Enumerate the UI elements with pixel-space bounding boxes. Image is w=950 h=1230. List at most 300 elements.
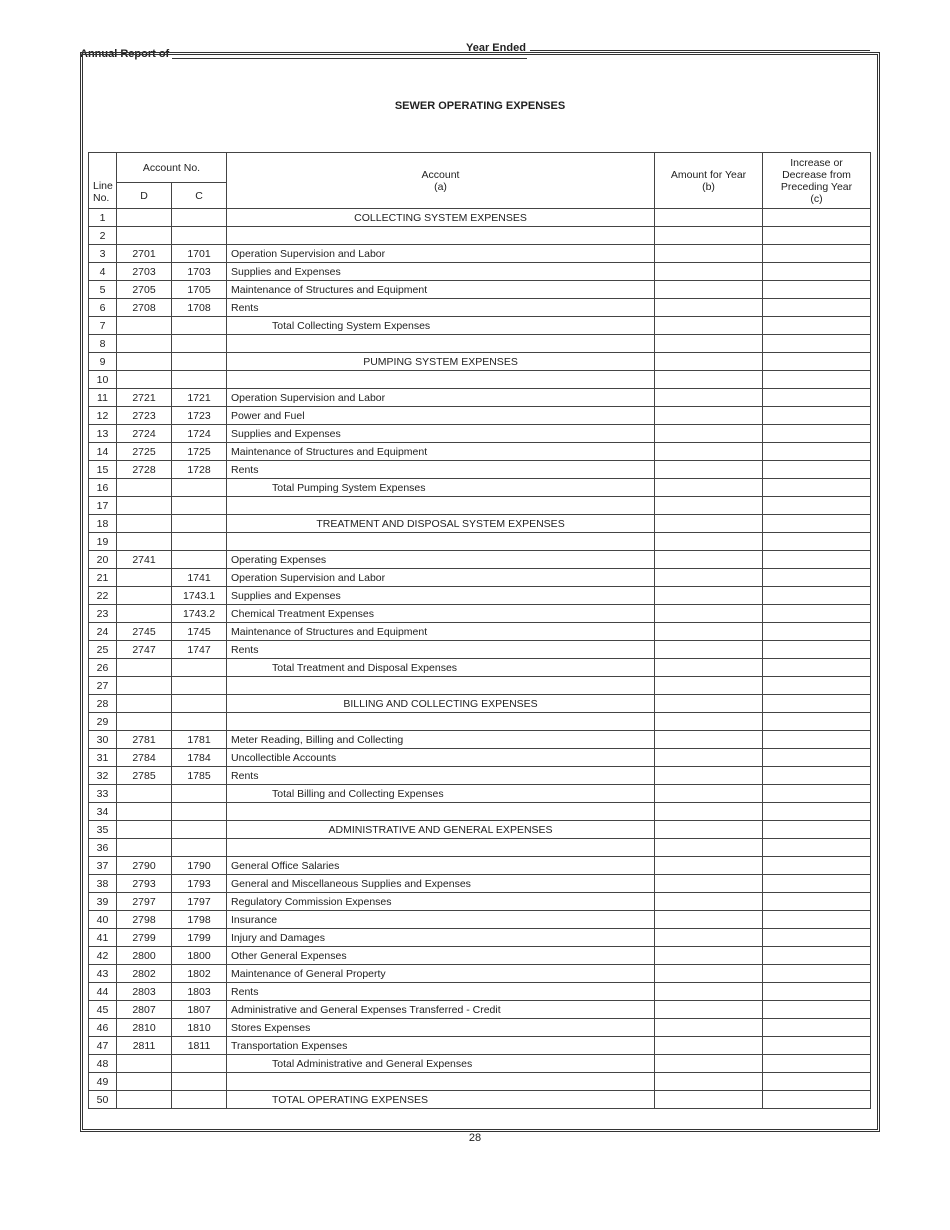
change-cell[interactable] <box>763 785 871 803</box>
account-c <box>172 821 227 839</box>
amount-cell[interactable] <box>655 1073 763 1091</box>
amount-cell[interactable] <box>655 443 763 461</box>
change-cell[interactable] <box>763 587 871 605</box>
account-name: PUMPING SYSTEM EXPENSES <box>227 353 655 371</box>
change-cell[interactable] <box>763 263 871 281</box>
change-cell[interactable] <box>763 983 871 1001</box>
account-c <box>172 1073 227 1091</box>
account-d <box>117 785 172 803</box>
line-number: 15 <box>89 461 117 479</box>
account-name: Total Administrative and General Expenses <box>227 1055 655 1073</box>
line-number: 35 <box>89 821 117 839</box>
account-name: Operating Expenses <box>227 551 655 569</box>
change-cell[interactable] <box>763 677 871 695</box>
account-c <box>172 515 227 533</box>
account-c: 1723 <box>172 407 227 425</box>
line-number: 48 <box>89 1055 117 1073</box>
account-name: Administrative and General Expenses Transferred - Credit <box>227 1001 655 1019</box>
table-row <box>89 515 871 533</box>
change-cell[interactable] <box>763 353 871 371</box>
account-d: 2810 <box>117 1019 172 1037</box>
account-d: 2784 <box>117 749 172 767</box>
line-number: 16 <box>89 479 117 497</box>
change-cell[interactable] <box>763 641 871 659</box>
change-cell[interactable] <box>763 569 871 587</box>
table-row <box>89 461 871 479</box>
amount-cell[interactable] <box>655 875 763 893</box>
line-number: 42 <box>89 947 117 965</box>
change-cell[interactable] <box>763 1001 871 1019</box>
account-c: 1743.1 <box>172 587 227 605</box>
expenses-table <box>88 152 871 1109</box>
account-c <box>172 713 227 731</box>
amount-cell[interactable] <box>655 965 763 983</box>
amount-cell[interactable] <box>655 857 763 875</box>
line-number: 20 <box>89 551 117 569</box>
account-name: Uncollectible Accounts <box>227 749 655 767</box>
table-row <box>89 407 871 425</box>
account-d <box>117 317 172 335</box>
account-name: Operation Supervision and Labor <box>227 245 655 263</box>
line-number: 11 <box>89 389 117 407</box>
change-cell[interactable] <box>763 317 871 335</box>
amount-cell[interactable] <box>655 695 763 713</box>
amount-cell[interactable] <box>655 299 763 317</box>
account-name: COLLECTING SYSTEM EXPENSES <box>227 209 655 227</box>
account-c: 1781 <box>172 731 227 749</box>
change-cell[interactable] <box>763 713 871 731</box>
account-d: 2811 <box>117 1037 172 1055</box>
change-header-label: Increase or Decrease from Preceding Year <box>780 156 853 193</box>
change-cell[interactable] <box>763 371 871 389</box>
amount-cell[interactable] <box>655 317 763 335</box>
line-number: 50 <box>89 1091 117 1109</box>
line-number: 7 <box>89 317 117 335</box>
change-cell[interactable] <box>763 965 871 983</box>
account-name: Supplies and Expenses <box>227 425 655 443</box>
change-cell[interactable] <box>763 857 871 875</box>
account-name <box>227 371 655 389</box>
change-cell[interactable] <box>763 209 871 227</box>
account-name <box>227 1073 655 1091</box>
amount-cell[interactable] <box>655 929 763 947</box>
account-d: 2705 <box>117 281 172 299</box>
account-name: Rents <box>227 983 655 1001</box>
table-row <box>89 821 871 839</box>
amount-cell[interactable] <box>655 947 763 965</box>
account-d: 2793 <box>117 875 172 893</box>
change-cell[interactable] <box>763 461 871 479</box>
amount-cell[interactable] <box>655 659 763 677</box>
account-d <box>117 1091 172 1109</box>
line-number: 13 <box>89 425 117 443</box>
amount-cell[interactable] <box>655 713 763 731</box>
change-cell[interactable] <box>763 533 871 551</box>
line-number: 27 <box>89 677 117 695</box>
account-name: Total Treatment and Disposal Expenses <box>227 659 655 677</box>
account-name: Chemical Treatment Expenses <box>227 605 655 623</box>
amount-cell[interactable] <box>655 605 763 623</box>
account-c: 1798 <box>172 911 227 929</box>
account-name <box>227 803 655 821</box>
change-cell[interactable] <box>763 299 871 317</box>
amount-cell[interactable] <box>655 785 763 803</box>
amount-cell[interactable] <box>655 623 763 641</box>
account-c <box>172 803 227 821</box>
change-cell[interactable] <box>763 551 871 569</box>
account-name: Regulatory Commission Expenses <box>227 893 655 911</box>
amount-cell[interactable] <box>655 821 763 839</box>
change-cell[interactable] <box>763 731 871 749</box>
change-cell[interactable] <box>763 659 871 677</box>
change-cell[interactable] <box>763 407 871 425</box>
table-row <box>89 533 871 551</box>
account-c: 1703 <box>172 263 227 281</box>
change-cell[interactable] <box>763 929 871 947</box>
line-number: 36 <box>89 839 117 857</box>
account-header <box>227 153 655 209</box>
change-cell[interactable] <box>763 947 871 965</box>
account-c <box>172 335 227 353</box>
table-row <box>89 893 871 911</box>
account-d <box>117 713 172 731</box>
account-name <box>227 533 655 551</box>
change-cell[interactable] <box>763 1073 871 1091</box>
table-row <box>89 587 871 605</box>
table-row <box>89 731 871 749</box>
account-name: Supplies and Expenses <box>227 263 655 281</box>
account-c: 1743.2 <box>172 605 227 623</box>
table-row <box>89 1037 871 1055</box>
line-number: 39 <box>89 893 117 911</box>
account-name: Transportation Expenses <box>227 1037 655 1055</box>
line-number: 6 <box>89 299 117 317</box>
account-c: 1793 <box>172 875 227 893</box>
amount-header <box>655 153 763 209</box>
annual-report-label: Annual Report of <box>80 48 170 60</box>
account-c <box>172 227 227 245</box>
account-c <box>172 551 227 569</box>
account-c: 1705 <box>172 281 227 299</box>
change-cell[interactable] <box>763 749 871 767</box>
account-c <box>172 785 227 803</box>
amount-cell[interactable] <box>655 911 763 929</box>
amount-cell[interactable] <box>655 749 763 767</box>
change-cell[interactable] <box>763 893 871 911</box>
account-c: 1745 <box>172 623 227 641</box>
account-d <box>117 515 172 533</box>
account-name: TREATMENT AND DISPOSAL SYSTEM EXPENSES <box>227 515 655 533</box>
table-row <box>89 425 871 443</box>
account-d: 2701 <box>117 245 172 263</box>
change-cell[interactable] <box>763 1019 871 1037</box>
account-c <box>172 317 227 335</box>
account-d: 2725 <box>117 443 172 461</box>
change-cell[interactable] <box>763 281 871 299</box>
table-row <box>89 929 871 947</box>
line-number: 22 <box>89 587 117 605</box>
table-row <box>89 947 871 965</box>
account-c: 1784 <box>172 749 227 767</box>
change-cell[interactable] <box>763 245 871 263</box>
amount-cell[interactable] <box>655 209 763 227</box>
line-number: 26 <box>89 659 117 677</box>
account-d <box>117 209 172 227</box>
line-number: 19 <box>89 533 117 551</box>
amount-cell[interactable] <box>655 893 763 911</box>
change-cell[interactable] <box>763 1055 871 1073</box>
account-name: Rents <box>227 767 655 785</box>
change-cell[interactable] <box>763 767 871 785</box>
line-number: 12 <box>89 407 117 425</box>
change-cell[interactable] <box>763 1091 871 1109</box>
account-c <box>172 695 227 713</box>
account-name: Maintenance of Structures and Equipment <box>227 443 655 461</box>
table-row <box>89 371 871 389</box>
amount-cell[interactable] <box>655 353 763 371</box>
page-number: 28 <box>468 1132 482 1144</box>
change-cell[interactable] <box>763 623 871 641</box>
account-name <box>227 335 655 353</box>
expense-rows <box>89 209 871 1109</box>
amount-cell[interactable] <box>655 497 763 515</box>
amount-cell[interactable] <box>655 371 763 389</box>
line-number: 9 <box>89 353 117 371</box>
line-number: 44 <box>89 983 117 1001</box>
table-row <box>89 1001 871 1019</box>
table-row <box>89 497 871 515</box>
amount-cell[interactable] <box>655 1001 763 1019</box>
table-row <box>89 641 871 659</box>
account-d: 2747 <box>117 641 172 659</box>
account-c <box>172 371 227 389</box>
account-c: 1741 <box>172 569 227 587</box>
account-name: Insurance <box>227 911 655 929</box>
account-d <box>117 497 172 515</box>
amount-cell[interactable] <box>655 731 763 749</box>
account-d <box>117 371 172 389</box>
table-row <box>89 1091 871 1109</box>
account-d <box>117 1073 172 1091</box>
change-cell[interactable] <box>763 497 871 515</box>
amount-cell[interactable] <box>655 389 763 407</box>
line-number: 21 <box>89 569 117 587</box>
amount-cell[interactable] <box>655 263 763 281</box>
line-no-header: Line No. <box>89 153 117 209</box>
table-row <box>89 569 871 587</box>
amount-cell[interactable] <box>655 479 763 497</box>
account-c: 1800 <box>172 947 227 965</box>
account-d <box>117 1055 172 1073</box>
line-number: 37 <box>89 857 117 875</box>
table-row <box>89 299 871 317</box>
change-cell[interactable] <box>763 227 871 245</box>
table-row <box>89 875 871 893</box>
amount-cell[interactable] <box>655 335 763 353</box>
line-number: 18 <box>89 515 117 533</box>
change-cell[interactable] <box>763 875 871 893</box>
change-cell[interactable] <box>763 839 871 857</box>
line-number: 30 <box>89 731 117 749</box>
account-d: 2741 <box>117 551 172 569</box>
account-d <box>117 677 172 695</box>
table-row <box>89 749 871 767</box>
line-number: 29 <box>89 713 117 731</box>
change-cell[interactable] <box>763 335 871 353</box>
line-number: 8 <box>89 335 117 353</box>
amount-cell[interactable] <box>655 1091 763 1109</box>
change-cell[interactable] <box>763 911 871 929</box>
account-c <box>172 1055 227 1073</box>
table-row <box>89 1073 871 1091</box>
change-cell[interactable] <box>763 515 871 533</box>
amount-cell[interactable] <box>655 245 763 263</box>
account-d <box>117 605 172 623</box>
account-c: 1799 <box>172 929 227 947</box>
amount-header-label: Amount for Year <box>670 168 747 181</box>
account-name: TOTAL OPERATING EXPENSES <box>227 1091 655 1109</box>
amount-cell[interactable] <box>655 425 763 443</box>
change-cell[interactable] <box>763 443 871 461</box>
amount-cell[interactable] <box>655 1019 763 1037</box>
account-d: 2745 <box>117 623 172 641</box>
change-cell[interactable] <box>763 1037 871 1055</box>
table-row <box>89 839 871 857</box>
account-name: Operation Supervision and Labor <box>227 569 655 587</box>
line-number: 31 <box>89 749 117 767</box>
year-ended-label: Year Ended <box>466 42 526 54</box>
account-d <box>117 803 172 821</box>
line-number: 5 <box>89 281 117 299</box>
line-number: 41 <box>89 929 117 947</box>
amount-cell[interactable] <box>655 983 763 1001</box>
amount-cell[interactable] <box>655 461 763 479</box>
change-cell[interactable] <box>763 479 871 497</box>
change-cell[interactable] <box>763 605 871 623</box>
account-d: 2785 <box>117 767 172 785</box>
amount-cell[interactable] <box>655 641 763 659</box>
line-number: 32 <box>89 767 117 785</box>
account-c: 1747 <box>172 641 227 659</box>
account-d <box>117 335 172 353</box>
amount-cell[interactable] <box>655 1037 763 1055</box>
amount-cell[interactable] <box>655 587 763 605</box>
change-cell[interactable] <box>763 821 871 839</box>
account-d: 2807 <box>117 1001 172 1019</box>
line-number: 28 <box>89 695 117 713</box>
line-number: 23 <box>89 605 117 623</box>
amount-cell[interactable] <box>655 551 763 569</box>
change-cell[interactable] <box>763 425 871 443</box>
line-number: 4 <box>89 263 117 281</box>
line-number: 46 <box>89 1019 117 1037</box>
table-row <box>89 659 871 677</box>
table-row <box>89 209 871 227</box>
account-d <box>117 839 172 857</box>
amount-cell[interactable] <box>655 281 763 299</box>
account-c: 1811 <box>172 1037 227 1055</box>
line-number: 34 <box>89 803 117 821</box>
amount-cell[interactable] <box>655 515 763 533</box>
table-row <box>89 245 871 263</box>
account-d <box>117 695 172 713</box>
account-d <box>117 353 172 371</box>
year-ended-field-line <box>530 50 870 51</box>
account-name: Stores Expenses <box>227 1019 655 1037</box>
account-name <box>227 497 655 515</box>
account-name: Injury and Damages <box>227 929 655 947</box>
table-row <box>89 443 871 461</box>
form-frame <box>80 52 880 1132</box>
table-row <box>89 911 871 929</box>
line-number: 10 <box>89 371 117 389</box>
account-d: 2799 <box>117 929 172 947</box>
account-name <box>227 227 655 245</box>
table-row <box>89 623 871 641</box>
change-header <box>763 153 871 209</box>
account-c: 1797 <box>172 893 227 911</box>
account-name: Maintenance of Structures and Equipment <box>227 623 655 641</box>
table-row <box>89 353 871 371</box>
line-number: 2 <box>89 227 117 245</box>
account-name: Maintenance of General Property <box>227 965 655 983</box>
account-c <box>172 659 227 677</box>
account-name: General and Miscellaneous Supplies and Expenses <box>227 875 655 893</box>
line-number: 45 <box>89 1001 117 1019</box>
account-c: 1708 <box>172 299 227 317</box>
account-no-header: Account No. <box>117 153 227 183</box>
account-name: Rents <box>227 641 655 659</box>
amount-cell[interactable] <box>655 803 763 821</box>
account-d <box>117 569 172 587</box>
table-row <box>89 335 871 353</box>
table-row <box>89 479 871 497</box>
account-d: 2803 <box>117 983 172 1001</box>
amount-cell[interactable] <box>655 227 763 245</box>
table-row <box>89 803 871 821</box>
account-d <box>117 821 172 839</box>
account-c: 1701 <box>172 245 227 263</box>
account-header-sub: (a) <box>434 180 447 193</box>
change-cell[interactable] <box>763 695 871 713</box>
account-name: Rents <box>227 461 655 479</box>
line-number: 24 <box>89 623 117 641</box>
change-cell[interactable] <box>763 389 871 407</box>
account-name: Total Pumping System Expenses <box>227 479 655 497</box>
amount-cell[interactable] <box>655 677 763 695</box>
amount-cell[interactable] <box>655 569 763 587</box>
amount-cell[interactable] <box>655 407 763 425</box>
amount-cell[interactable] <box>655 1055 763 1073</box>
table-row <box>89 1055 871 1073</box>
account-c <box>172 677 227 695</box>
table-row <box>89 857 871 875</box>
line-number: 25 <box>89 641 117 659</box>
change-cell[interactable] <box>763 803 871 821</box>
account-d: 2802 <box>117 965 172 983</box>
amount-cell[interactable] <box>655 533 763 551</box>
account-name: Operation Supervision and Labor <box>227 389 655 407</box>
account-name: BILLING AND COLLECTING EXPENSES <box>227 695 655 713</box>
account-c: 1810 <box>172 1019 227 1037</box>
table-row <box>89 281 871 299</box>
amount-cell[interactable] <box>655 767 763 785</box>
account-c: 1807 <box>172 1001 227 1019</box>
table-row <box>89 713 871 731</box>
account-d: 2781 <box>117 731 172 749</box>
account-d: 2790 <box>117 857 172 875</box>
amount-cell[interactable] <box>655 839 763 857</box>
